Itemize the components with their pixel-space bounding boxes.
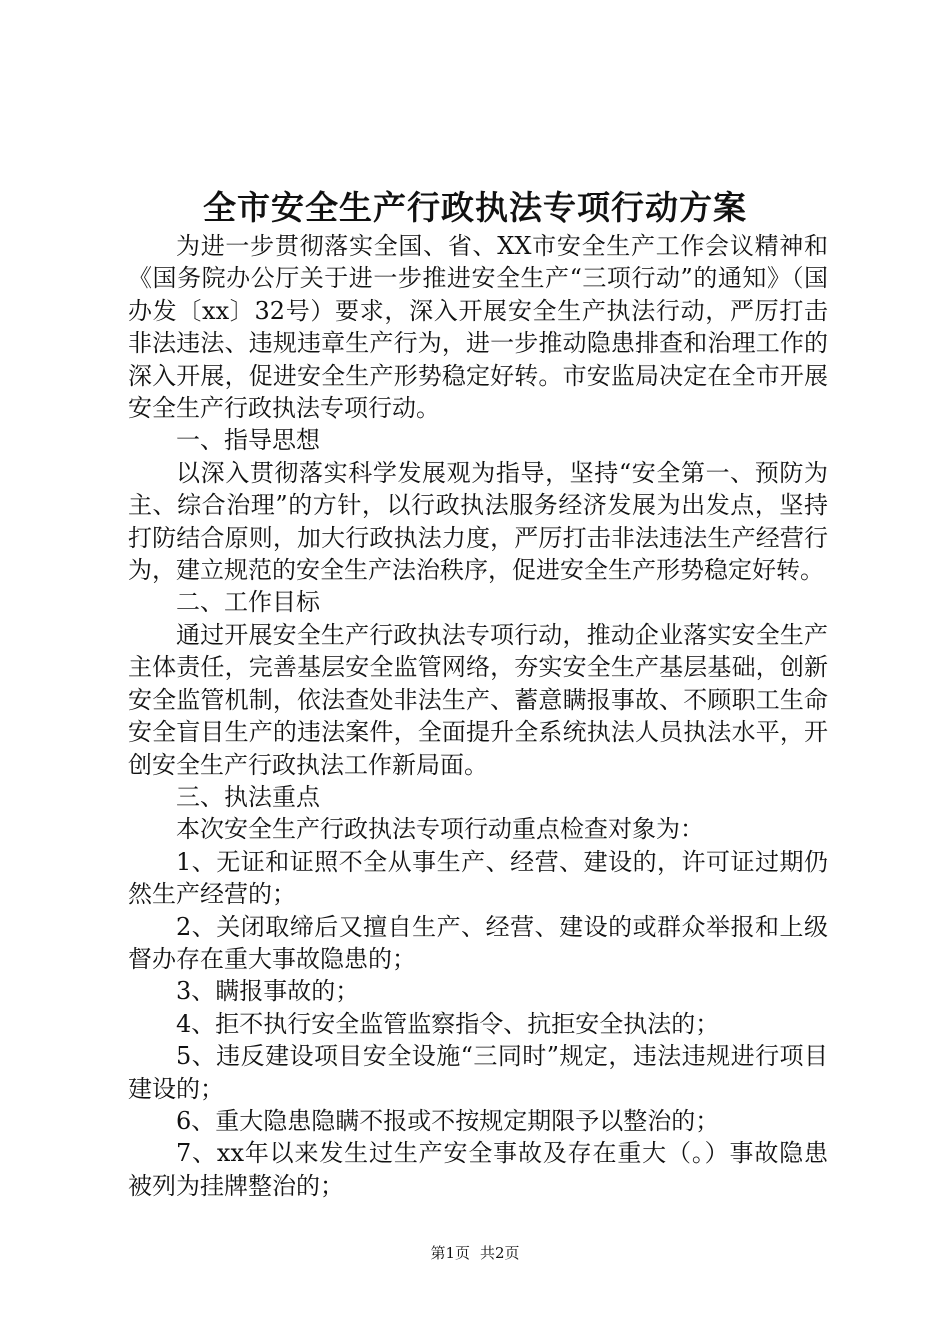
list-item: 1、无证和证照不全从事生产、经营、建设的，许可证过期仍然生产经营的； [128,847,828,909]
list-item: 7、xx年以来发生过生产安全事故及存在重大（。）事故隐患被列为挂牌整治的； [128,1139,828,1200]
intro-paragraph: 为进一步贯彻落实全国、省、XX市安全生产工作会议精神和《国务院办公厅关于进一步推进安全生产“三项行动”的通知》（国办发〔xx〕32号）要求，深入开展安全生产执法行动，严厉打击非法违法、违规违章生产行为，进一步推动隐患排查和治理工作的深入开展，促进安全生产形势稳定好转。市安监局决定在全市开展安全生产行政执法专项行动。 [128,232,828,423]
list-item: 3、瞒报事故的； [176,977,360,1006]
list-item: 2、关闭取缔后又擅自生产、经营、建设的或群众举报和上级督办存在重大事故隐患的； [128,912,828,973]
page-footer [0,1243,950,1263]
guiding-thought-paragraph: 以深入贯彻落实科学发展观为指导，坚持“安全第一、预防为主、综合治理”的方针，以行政执法服务经济发展为出发点，坚持打防结合原则，加大行政执法力度，严厉打击非法违法生产经营行为，建立规范的安全生产法治秩序，促进安全生产形势稳定好转。 [128,458,828,585]
list-item: 4、拒不执行安全监管监察指令、抗拒安全执法的； [176,1009,720,1038]
list-item: 6、重大隐患隐瞒不报或不按规定期限予以整治的； [176,1106,720,1135]
page-total: 共2页 [480,1244,520,1262]
list-item: 5、违反建设项目安全设施“三同时”规定，违法违规进行项目建设的； [128,1042,828,1103]
section-heading-work-goals: 二、工作目标 [176,588,320,617]
document-body [128,230,828,1202]
section-heading-guiding-thought: 一、指导思想 [176,426,320,455]
section-heading-enforcement-focus: 三、执法重点 [176,782,320,811]
enforcement-focus-intro: 本次安全生产行政执法专项行动重点检查对象为： [176,815,704,844]
document-title: 全市安全生产行政执法专项行动方案 [203,188,747,227]
work-goals-paragraph: 通过开展安全生产行政执法专项行动，推动企业落实安全生产主体责任，完善基层安全监管网络，夯实安全生产基层基础，创新安全监管机制，依法查处非法生产、蓄意瞒报事故、不顾职工生命安全盲目生产的违法案件，全面提升全系统执法人员执法水平，开创安全生产行政执法工作新局面。 [128,620,828,779]
page-number: 第1页 [430,1244,470,1262]
